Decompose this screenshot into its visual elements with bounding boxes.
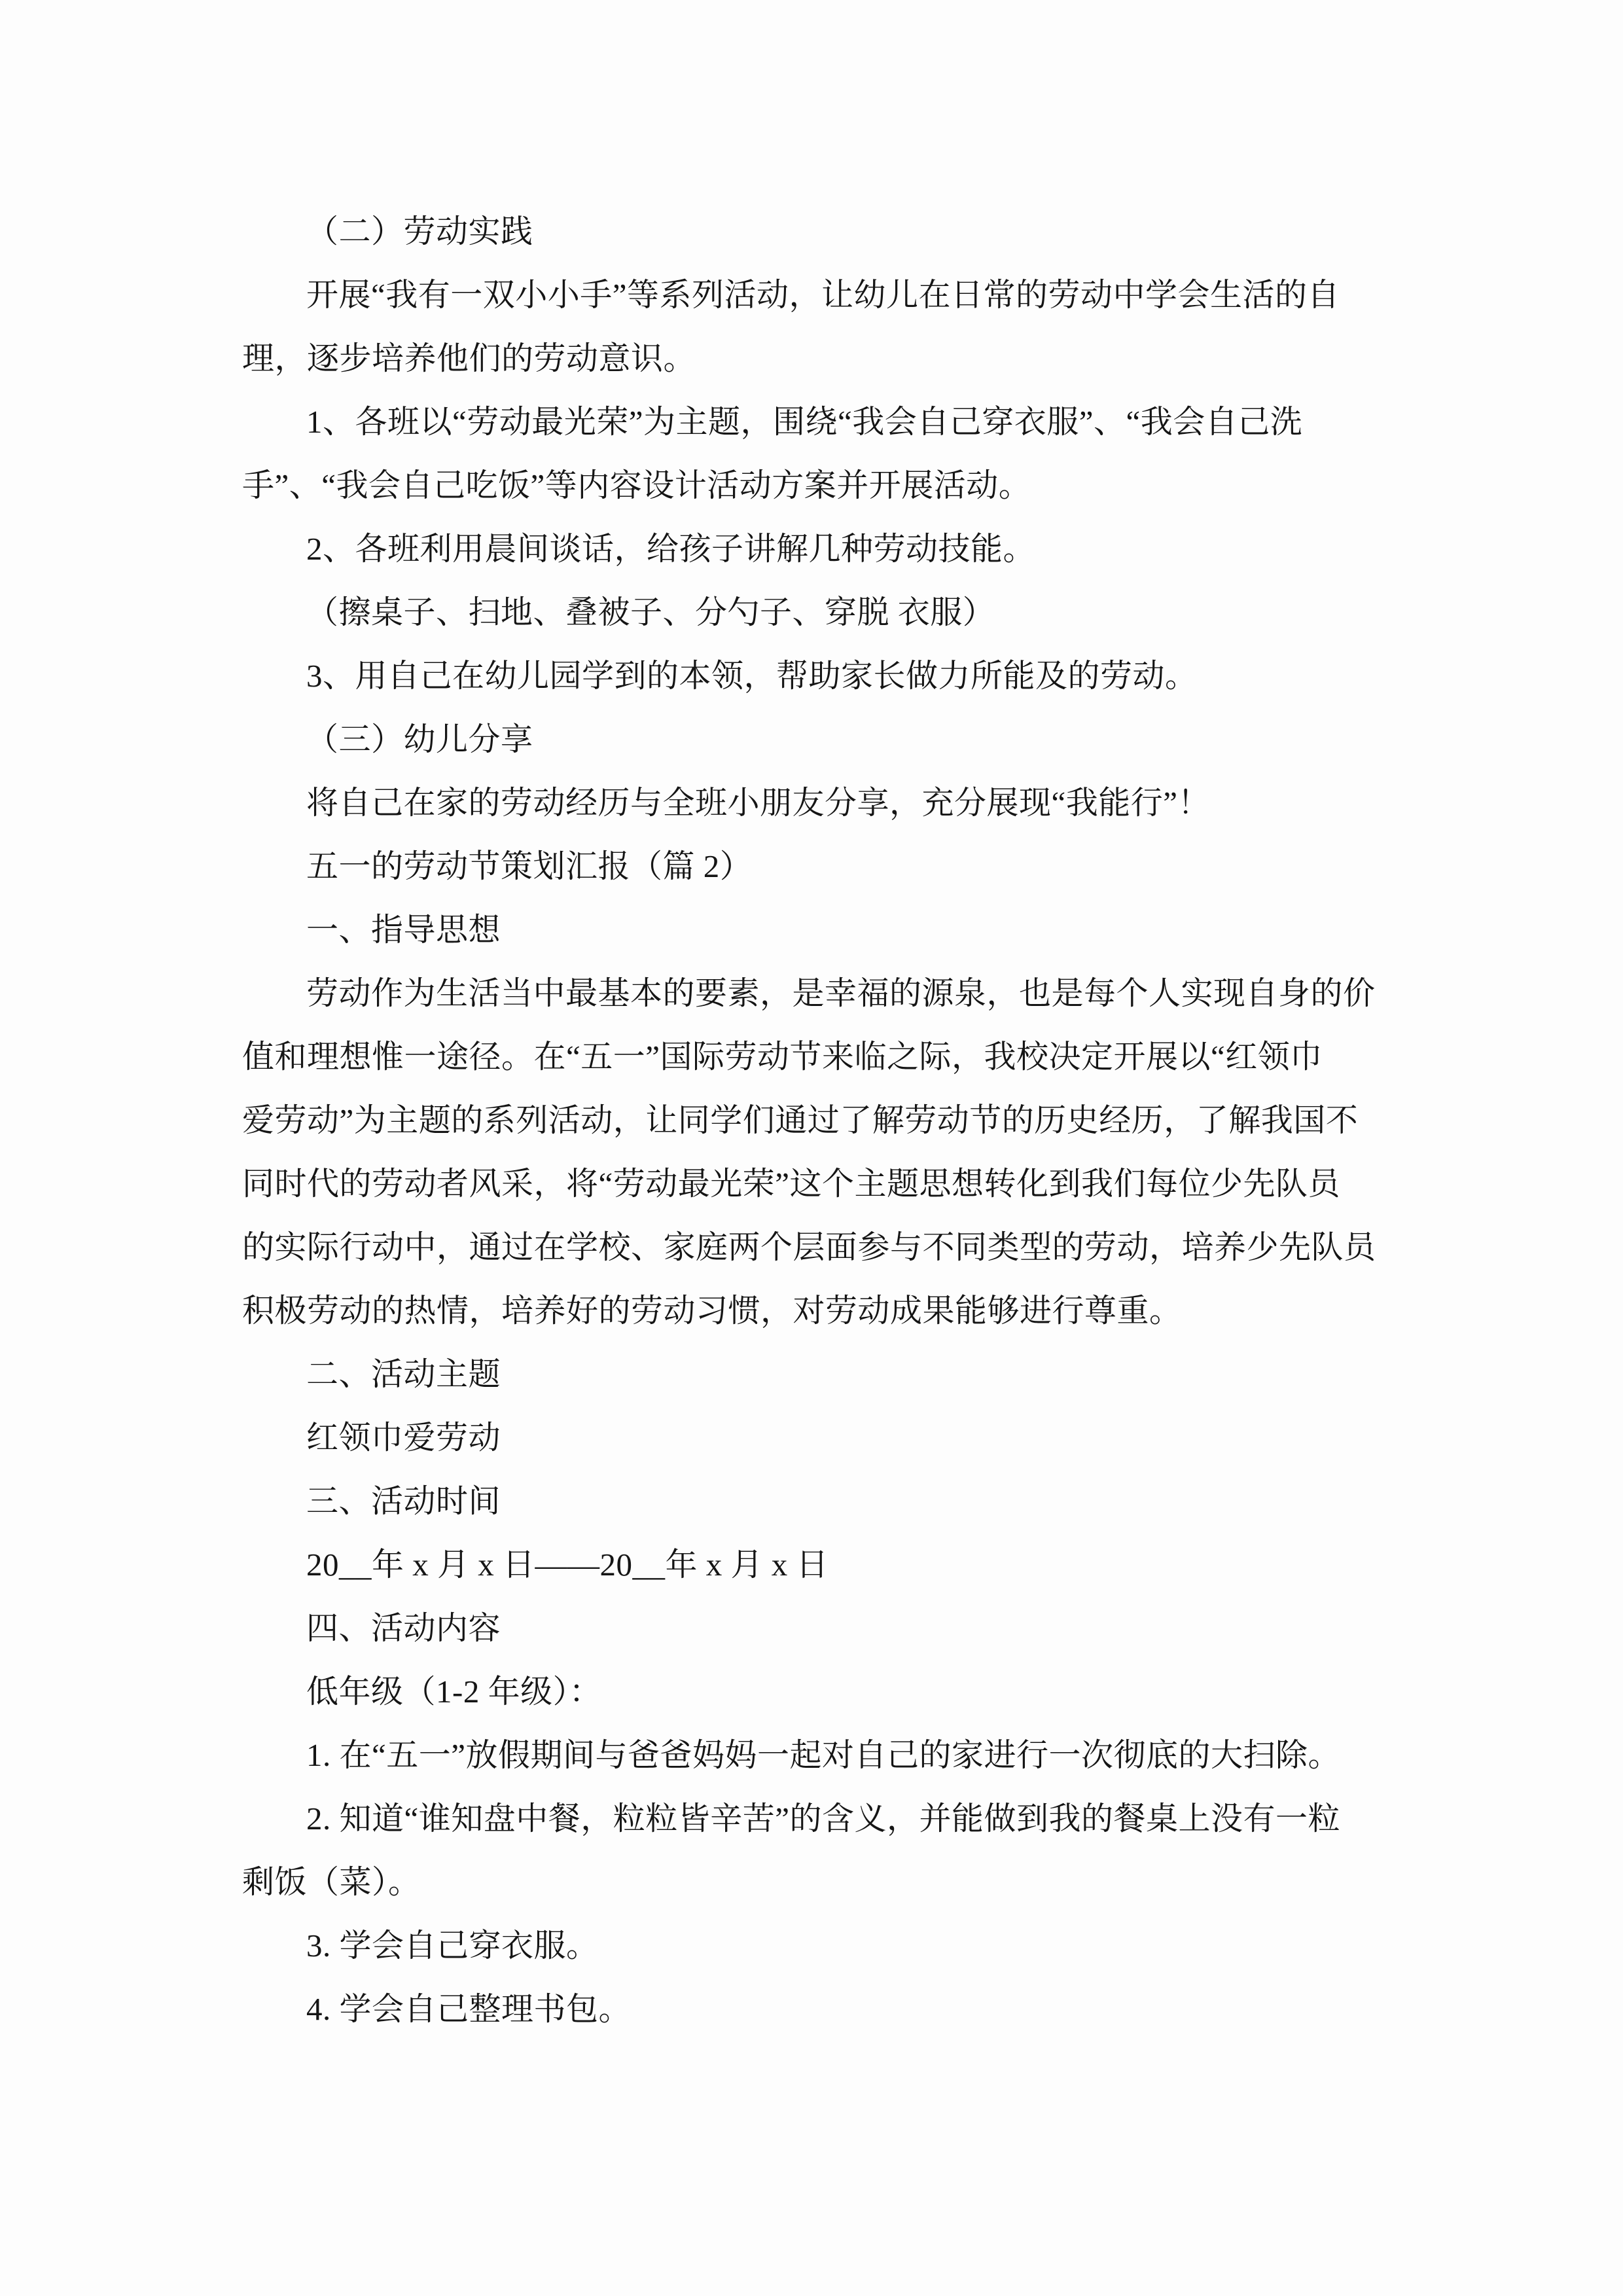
text-line: 一、指导思想 xyxy=(306,912,501,948)
text-line: （擦桌子、扫地、叠被子、分勺子、穿脱 衣服） xyxy=(306,594,995,630)
text-line: 爱劳动”为主题的系列活动，让同学们通过了解劳动节的历史经历，了解我国不 xyxy=(242,1102,1359,1138)
text-line: 五一的劳动节策划汇报（篇 2） xyxy=(306,848,753,884)
text-line: 20__年 x 月 x 日——20__年 x 月 x 日 xyxy=(306,1547,829,1583)
text-line: 的实际行动中，通过在学校、家庭两个层面参与不同类型的劳动，培养少先队员 xyxy=(242,1229,1376,1265)
text-line: 三、活动时间 xyxy=(306,1483,501,1519)
text-line: 劳动作为生活当中最基本的要素，是幸福的源泉，也是每个人实现自身的价 xyxy=(306,975,1376,1011)
text-line: 理，逐步培养他们的劳动意识。 xyxy=(242,340,696,376)
text-line: （二）劳动实践 xyxy=(306,213,533,249)
text-line: 4. 学会自己整理书包。 xyxy=(306,1991,632,2027)
text-line: 二、活动主题 xyxy=(306,1356,501,1392)
text-line: 开展“我有一双小小手”等系列活动，让幼儿在日常的劳动中学会生活的自 xyxy=(306,277,1340,313)
text-line: 1. 在“五一”放假期间与爸爸妈妈一起对自己的家进行一次彻底的大扫除。 xyxy=(306,1737,1340,1773)
text-line: 值和理想惟一途径。在“五一”国际劳动节来临之际，我校决定开展以“红领巾 xyxy=(242,1039,1323,1075)
text-line: 四、活动内容 xyxy=(306,1610,501,1646)
text-line: 3、用自己在幼儿园学到的本领，帮助家长做力所能及的劳动。 xyxy=(306,658,1198,694)
text-line: 手”、“我会自己吃饭”等内容设计活动方案并开展活动。 xyxy=(242,467,1031,503)
text-line: 3. 学会自己穿衣服。 xyxy=(306,1928,599,1964)
text-line: 2. 知道“谁知盘中餐，粒粒皆辛苦”的含义，并能做到我的餐桌上没有一粒 xyxy=(306,1801,1340,1837)
text-line: 将自己在家的劳动经历与全班小朋友分享，充分展现“我能行”！ xyxy=(306,785,1210,821)
text-line: 1、各班以“劳动最光荣”为主题，围绕“我会自己穿衣服”、“我会自己洗 xyxy=(306,404,1303,440)
text-line: 同时代的劳动者风采，将“劳动最光荣”这个主题思想转化到我们每位少先队员 xyxy=(242,1166,1340,1202)
text-line: 低年级（1-2 年级）： xyxy=(306,1674,602,1710)
document-text-body xyxy=(242,200,1394,2041)
text-line: 红领巾爱劳动 xyxy=(306,1420,501,1456)
text-line: 积极劳动的热情，培养好的劳动习惯，对劳动成果能够进行尊重。 xyxy=(242,1293,1182,1329)
text-line: 剩饭（菜）。 xyxy=(242,1864,421,1900)
text-line: （三）幼儿分享 xyxy=(306,721,533,757)
text-line: 2、各班利用晨间谈话，给孩子讲解几种劳动技能。 xyxy=(306,531,1036,567)
